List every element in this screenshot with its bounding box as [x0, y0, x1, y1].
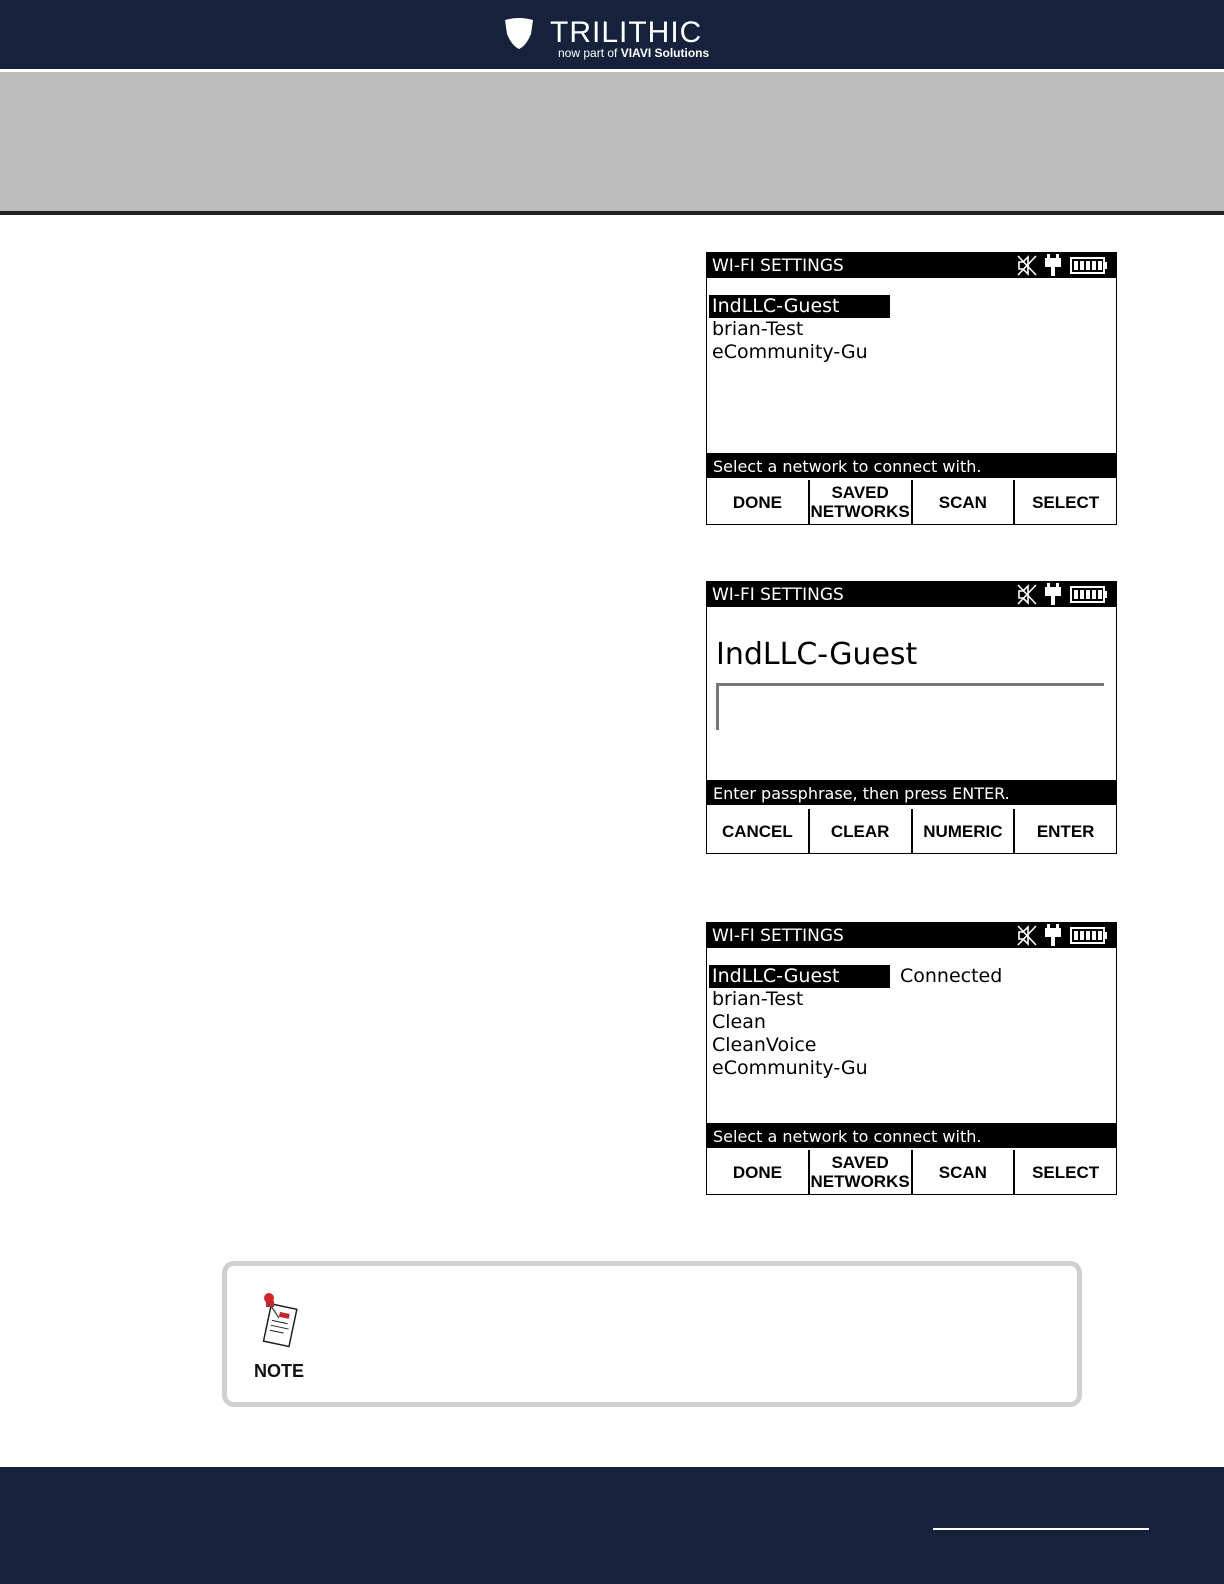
- page-footer: [0, 1467, 1224, 1584]
- clear-softkey[interactable]: CLEAR: [808, 809, 911, 853]
- enter-softkey[interactable]: ENTER: [1013, 809, 1116, 853]
- screen-title-bar: [707, 923, 1116, 948]
- passphrase-input[interactable]: [716, 683, 1104, 730]
- numeric-softkey[interactable]: NUMERIC: [911, 809, 1014, 853]
- shield-logo-icon: [504, 18, 534, 50]
- ssid-title: IndLLC-Guest: [716, 637, 918, 672]
- brand-tagline: [558, 46, 709, 60]
- brand-name: TRILITHIC: [550, 16, 703, 49]
- hint-bar: Select a network to connect with.: [707, 453, 1116, 478]
- network-name: CleanVoice: [712, 1034, 817, 1056]
- device-screen-passphrase: [706, 581, 1117, 854]
- battery-full-icon: [1071, 258, 1107, 273]
- screen-title: WI-FI SETTINGS: [712, 585, 844, 605]
- device-screen-connected: [706, 922, 1117, 1195]
- battery-full-icon: [1071, 587, 1107, 602]
- softkey-row: [707, 809, 1116, 853]
- pushpin-note-icon: [257, 1292, 301, 1357]
- network-name: eCommunity-Gu: [712, 341, 868, 363]
- hint-bar: Select a network to connect with.: [707, 1123, 1116, 1148]
- device-screen-network-list: [706, 252, 1117, 525]
- screen-title: WI-FI SETTINGS: [712, 926, 844, 946]
- screen-title: WI-FI SETTINGS: [712, 256, 844, 276]
- screen-title-bar: [707, 582, 1116, 607]
- cancel-softkey[interactable]: CANCEL: [721, 821, 793, 841]
- speaker-muted-icon: [1018, 256, 1036, 275]
- softkey-row: [707, 480, 1116, 524]
- select-softkey[interactable]: SELECT: [1013, 480, 1116, 524]
- network-name: eCommunity-Gu: [712, 1057, 868, 1079]
- connection-status: Connected: [900, 965, 1003, 987]
- ac-plug-icon: [1045, 254, 1061, 276]
- status-icons: [1016, 254, 1108, 277]
- section-banner: [0, 72, 1224, 215]
- network-item-selected[interactable]: [707, 295, 1116, 318]
- saved-networks-softkey[interactable]: SAVED NETWORKS: [808, 480, 911, 524]
- note-label: NOTE: [254, 1361, 305, 1381]
- saved-networks-softkey[interactable]: SAVED NETWORKS: [808, 1150, 911, 1194]
- status-icons: [1016, 924, 1108, 947]
- footer-divider: [933, 1528, 1149, 1530]
- network-name: Clean: [712, 1011, 766, 1033]
- trilithic-logo: [504, 18, 724, 62]
- network-item[interactable]: [707, 988, 1116, 1011]
- scan-softkey[interactable]: SCAN: [911, 1150, 1014, 1194]
- speaker-muted-icon: [1018, 926, 1036, 945]
- note-box: [222, 1261, 1082, 1407]
- ac-plug-icon: [1045, 924, 1061, 946]
- network-item-selected[interactable]: [707, 965, 1116, 988]
- scan-softkey[interactable]: SCAN: [911, 480, 1014, 524]
- network-name: IndLLC-Guest: [709, 295, 890, 318]
- done-softkey[interactable]: DONE: [732, 492, 782, 512]
- network-item[interactable]: [707, 1034, 1116, 1057]
- select-softkey[interactable]: SELECT: [1013, 1150, 1116, 1194]
- screen-title-bar: [707, 253, 1116, 278]
- network-item[interactable]: [707, 341, 1116, 364]
- page-header: [0, 0, 1224, 69]
- network-item[interactable]: [707, 1057, 1116, 1080]
- network-name: brian-Test: [712, 318, 804, 340]
- network-list: [707, 948, 1116, 1080]
- brand-tag-company: VIAVI Solutions: [620, 46, 710, 60]
- network-item[interactable]: [707, 1011, 1116, 1034]
- network-name: IndLLC-Guest: [709, 965, 890, 988]
- status-icons: [1016, 583, 1108, 606]
- done-softkey[interactable]: DONE: [732, 1162, 782, 1182]
- brand-tag-prefix: now part of: [558, 46, 618, 60]
- hint-bar: Enter passphrase, then press ENTER.: [707, 780, 1116, 805]
- softkey-row: [707, 1150, 1116, 1194]
- ac-plug-icon: [1045, 583, 1061, 605]
- network-list: [707, 278, 1116, 364]
- speaker-muted-icon: [1018, 585, 1036, 604]
- network-name: brian-Test: [712, 988, 804, 1010]
- battery-full-icon: [1071, 928, 1107, 943]
- network-item[interactable]: [707, 318, 1116, 341]
